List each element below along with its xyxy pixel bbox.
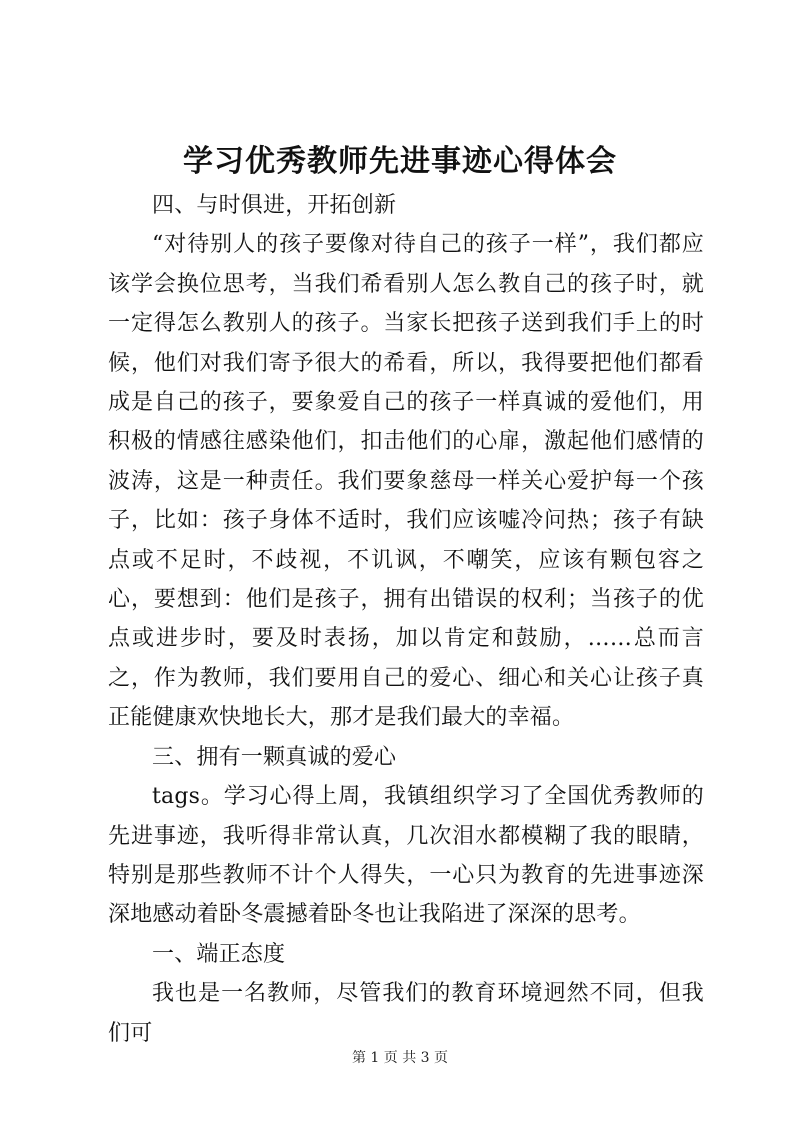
body-paragraph: “对待别人的孩子要像对待自己的孩子一样”，我们都应该学会换位思考，当我们希看别人怎么教自己的孩子时，就一定得怎么教别人的孩子。当家长把孩子送到我们手上的时候，他们对我们寄予很大的希看，所以，我得要把他们都看成是自己的孩子，要象爱自己的孩子一样真诚的爱他们，用积极的情感往感染他们，扣击他们的心扉，激起他们感情的波涛，这是一种责任。我们要象慈母一样关心爱护每一个孩子，比如：孩子身体不适时，我们应该嘘冷问热；孩子有缺点或不足时，不歧视，不讥讽，不嘲笑，应该有颗包容之心，要想到：他们是孩子，拥有出错误的权利；当孩子的优点或进步时，要及时表扬，加以肯定和鼓励，……总而言之，作为教师，我们要用自己的爱心、细心和关心让孩子真正能健康欢快地长大，那才是我们最大的幸福。 [108,232,704,731]
body-paragraph: 我也是一名教师，尽管我们的教育环境迥然不同，但我们可 [108,981,704,1046]
document-body [108,186,704,1053]
body-paragraph: tags。学习心得上周，我镇组织学习了全国优秀教师的先进事迹，我听得非常认真，几次泪水都模糊了我的眼睛，特别是那些教师不计个人得失，一心只为教育的先进事迹深深地感动着卧冬震撼着卧冬也让我陷进了深深的思考。 [108,784,704,928]
section-heading: 四、与时俱进，开拓创新 [152,193,397,218]
section-heading: 三、拥有一颗真诚的爱心 [152,744,397,770]
section-heading: 一、端正态度 [152,941,286,967]
page-footer: 第 1 页 共 3 页 [351,1050,449,1066]
page-title: 学习优秀教师先进事迹心得体会 [183,144,617,179]
